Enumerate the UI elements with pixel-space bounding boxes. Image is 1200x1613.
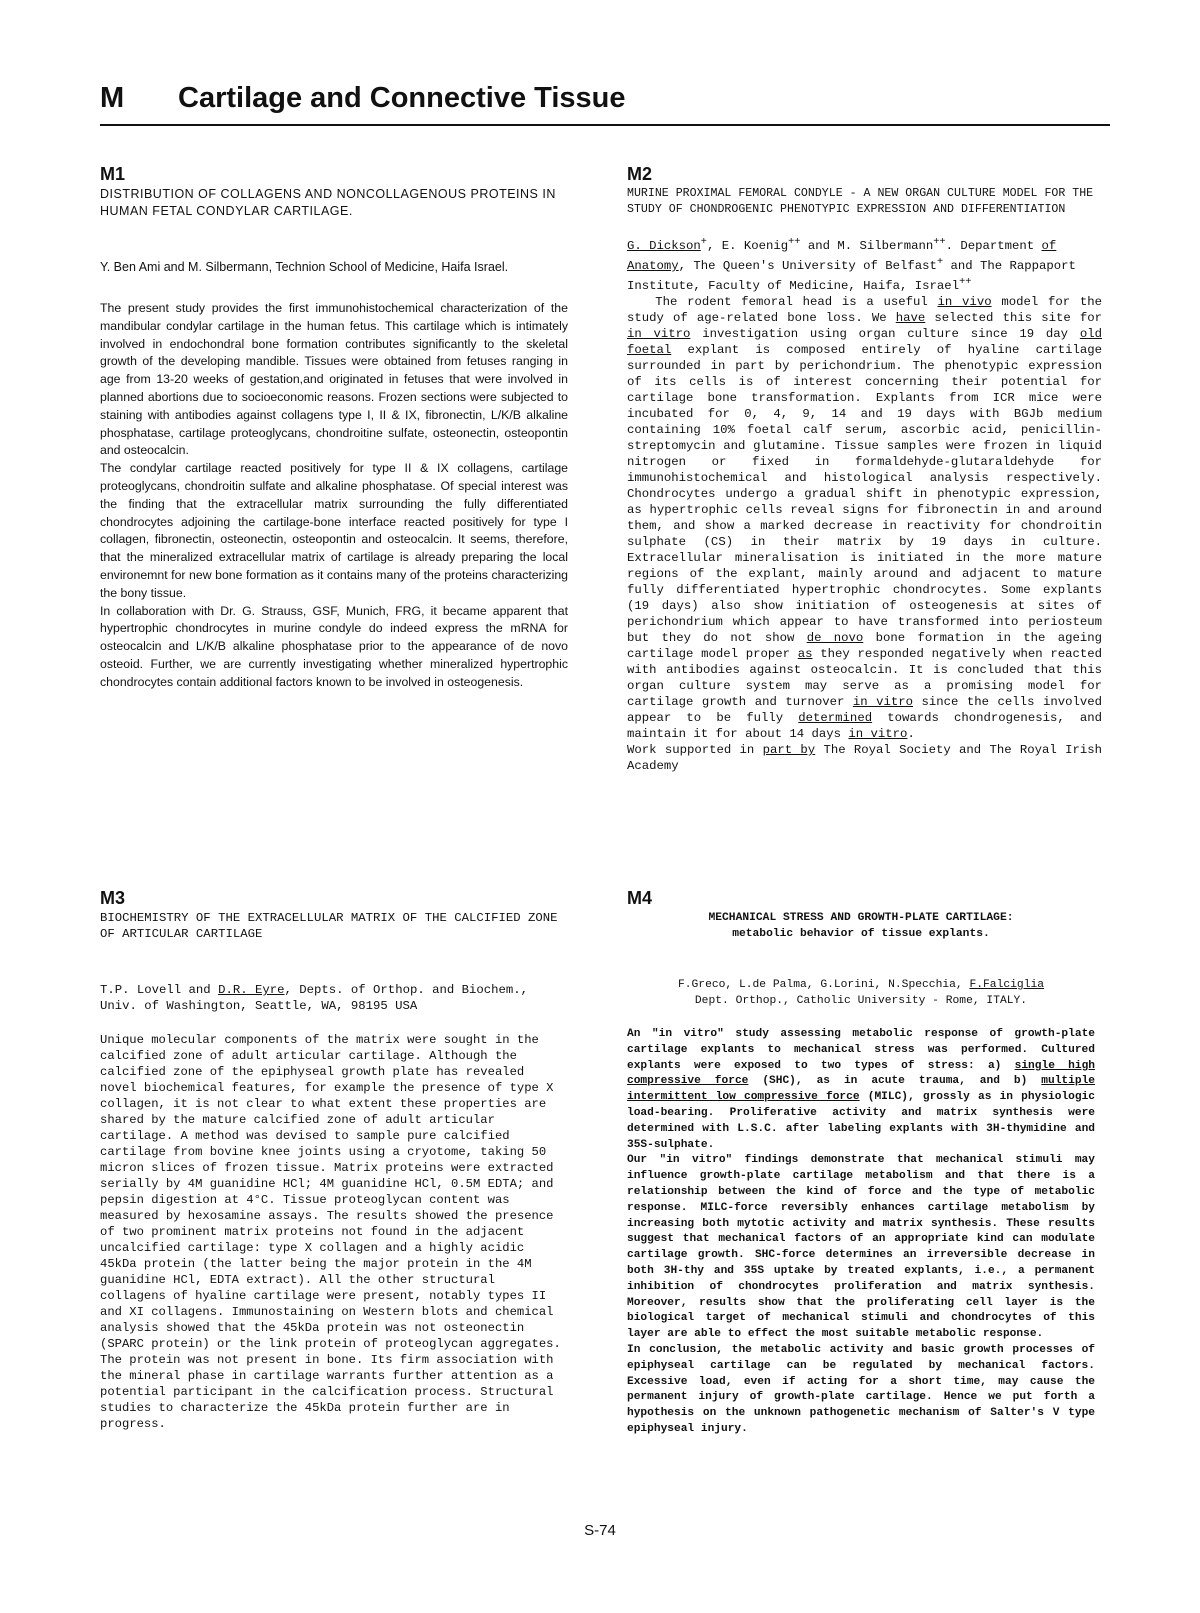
underlined-text: in vitro	[848, 727, 908, 742]
author-name: D.R. Eyre	[218, 983, 285, 997]
abstract-number: M2	[627, 164, 653, 184]
affiliation-mark: +	[936, 256, 944, 269]
affiliation-text: and The Rappaport Institute, Faculty of Medicine, Haifa, Israel	[627, 259, 1076, 294]
section-header	[100, 78, 1110, 126]
affiliation-mark: ++	[933, 236, 946, 248]
underlined-text: old foetal	[627, 327, 1102, 358]
underlined-text: in vitro	[852, 695, 914, 710]
author-name: F.Falciglia	[969, 979, 1045, 991]
abstract-m4	[627, 888, 1095, 1438]
abstract-body	[100, 300, 568, 692]
underlined-text: in vitro	[627, 327, 691, 342]
authors-text: and M. Silbermann	[800, 239, 934, 254]
authors-text: , E. Koenig	[706, 239, 789, 254]
abstract-m3	[100, 888, 568, 1432]
authors-text: F.Greco, L.de Palma, G.Lorini, N.Specchia,	[677, 979, 970, 991]
authors-text: , Depts. of Orthop. and Biochem., Univ. of Washington, Seattle, WA, 98195 USA	[100, 983, 529, 1013]
abstract-number: M3	[100, 888, 126, 908]
author-name: G. Dickson	[627, 239, 701, 254]
body-text: towards chondrogenesis, and maintain it for about 14 days	[627, 711, 1102, 742]
abstract-number: M4	[627, 888, 653, 908]
abstract-paragraph: Unique molecular components of the matrix were sought in the calcified zone of adult articular cartilage. Although the calcified zone of the epiphyseal growth plate has revealed novel biochemical features, for example the presence of type X collagen, it is not clear to what extent these properties are shared by the mature calcified zone of adult articular cartilage. A method was devised to sample pure calcified cartilage from bovine knee joints using a cryotome, taking 50 micron slices of frozen tissue. Matrix proteins were extracted serially by 4M guanidine HCl; 4M guanidine HCl, 0.5M EDTA; and pepsin digestion at 4°C. Tissue proteoglycan content was measured by hexosamine assays. The results showed the presence of two prominent matrix proteins not found in the adjacent uncalcified cartilage: type X collagen and a highly acidic 45kDa protein (the latter being the major protein in the 4M guanidine HCl, EDTA extract). All the other structural collagens of hyaline cartilage were present, notably types II and XI collagens. Immunostaining on Western blots and chemical analysis showed that the 45kDa protein was not osteonectin (SPARC protein) or the link protein of proteoglycan aggregates. The protein was not present in bone. Its firm association with the mineral phase in cartilage warrants further attention as a potential participant in the calcification process. Structural studies to characterize the 45kDa protein further are in progress.	[100, 1033, 561, 1431]
abstract-title: MURINE PROXIMAL FEMORAL CONDYLE - A NEW ORGAN CULTURE MODEL FOR THE STUDY OF CHONDROGENIC PHENOTYPIC EXPRESSION AND DIFFERENTIATION	[627, 187, 1094, 216]
body-text: (MILC), grossly as in physiologic load-bearing. Proliferative activity and matrix synthesis were determined with L.S.C. after labeling explants with 3H-thymidine and 35S-sulphate.	[627, 1091, 1096, 1151]
body-text: they responded negatively when reacted with antibodies against osteocalcin. It is concluded that this organ culture system may serve as a promising model for cartilage growth and turnover	[627, 647, 1102, 710]
body-text: .	[907, 727, 915, 742]
body-text: The Royal Society and The Royal Irish Academy	[627, 743, 1103, 774]
title-line: MECHANICAL STRESS AND GROWTH-PLATE CARTILAGE:	[708, 912, 1014, 924]
abstract-body	[100, 1032, 568, 1432]
authors-text: . Department	[945, 239, 1035, 254]
affiliation-mark: ++	[788, 236, 801, 248]
abstract-authors: Y. Ben Ami and M. Silbermann, Technion School of Medicine, Haifa Israel.	[100, 260, 509, 274]
affiliation-mark: ++	[959, 276, 972, 289]
body-text: model for the study of age-related bone loss. We	[627, 295, 1103, 326]
abstract-paragraph: The condylar cartilage reacted positively for type II & IX collagens, cartilage proteoglycans, chondroitin sulfate and alkaline phosphatase. Of special interest was the finding that the extracellular matrix surrounding the fully differentiated chondrocytes adjoining the cartilage-bone interface reacted positively for type I collagen, fibronectin, osteonectin, osteopontin and osteocalcin. It seems, therefore, that the mineralized extracellular matrix of cartilage is already preparing the local environemnt for new bone formation as it contains many of the proteins characterizing the bony tissue.	[100, 461, 568, 600]
body-text: since the cells involved appear to be fully	[627, 695, 1102, 726]
underlined-text: part by	[762, 743, 816, 758]
abstract-body	[627, 1027, 1095, 1438]
abstract-authors	[100, 982, 568, 1014]
abstract-authors	[627, 978, 1095, 1009]
author-list	[627, 978, 1095, 994]
affiliation-mark: +	[700, 236, 707, 248]
underlined-text: de novo	[806, 631, 864, 646]
body-text: bone formation in the ageing cartilage model proper	[627, 631, 1103, 662]
affiliation-text: , The Queen's University of Belfast	[678, 259, 937, 274]
abstract-m2	[627, 164, 1102, 774]
abstract-paragraph: In collaboration with Dr. G. Strauss, GSF, Munich, FRG, it became apparent that hypertrophic chondrocytes in murine condyle do indeed express the mRNA for osteocalcin and L/K/B alkaline phosphatase prior to the appearance of de novo osteoid. Further, we are currently investigating whether mineralized hypertrophic chondrocytes contain additional factors known to be involved in osteogenesis.	[100, 603, 568, 689]
underlined-text: single high compressive force	[627, 1059, 1095, 1088]
section-title: Cartilage and Connective Tissue	[178, 82, 626, 114]
abstract-paragraph	[627, 1027, 1095, 1153]
abstract-title: BIOCHEMISTRY OF THE EXTRACELLULAR MATRIX OF THE CALCIFIED ZONE OF ARTICULAR CARTILAGE	[100, 911, 558, 941]
abstract-body	[627, 294, 1102, 774]
abstract-paragraph: In conclusion, the metabolic activity and basic growth processes of epiphyseal cartilage can be regulated by mechanical factors. Excessive load, even if acting for a short time, may cause the permanent injury of growth-plate cartilage. Hence we put forth a hypothesis on the unknown pathogenetic mechanism of Salter's V type epiphyseal injury.	[627, 1343, 1095, 1435]
body-text: An "in vitro" study assessing metabolic response of growth-plate cartilage explants to mechanical stress was performed. Cultured explants were exposed to two types of stress: a)	[627, 1028, 1095, 1072]
body-text: selected this site for	[925, 311, 1102, 326]
body-text: (SHC), as in acute trauma, and b)	[748, 1075, 1042, 1088]
body-text: Work supported in	[627, 743, 763, 758]
abstract-m1	[100, 164, 568, 692]
page-number: S-74	[584, 1522, 616, 1539]
authors-text: T.P. Lovell and	[100, 983, 219, 997]
affiliation-text: of Anatomy	[627, 239, 1057, 274]
abstract-authors	[627, 234, 1102, 294]
body-text: The rodent femoral head is a useful	[655, 295, 938, 310]
title-line: metabolic behavior of tissue explants.	[732, 928, 990, 940]
underlined-text: multiple intermittent low compressive force	[627, 1075, 1095, 1104]
section-letter: M	[100, 82, 125, 114]
abstract-title: DISTRIBUTION OF COLLAGENS AND NONCOLLAGENOUS PROTEINS IN HUMAN FETAL CONDYLAR CARTILAGE.	[100, 187, 556, 218]
abstract-paragraph	[627, 294, 1102, 742]
abstract-title	[627, 910, 1095, 942]
body-text: investigation using organ culture since 19 day	[690, 327, 1080, 342]
underlined-text: determined	[798, 711, 873, 726]
underlined-text: in vivo	[937, 295, 992, 310]
support-note	[627, 742, 1102, 774]
underlined-text: have	[895, 311, 926, 326]
underlined-text: as	[797, 647, 813, 662]
abstract-number: M1	[100, 164, 126, 184]
abstract-paragraph: Our "in vitro" findings demonstrate that mechanical stimuli may influence growth-plate cartilage metabolism and that there is a relationship between the kind of force and the type of metabolic response. MILC-force reversibly enhances cartilage metabolism by increasing both mytotic activity and matrix synthesis. These results suggest that mechanical factors of an appropriate kind can modulate cartilage growth. SHC-force determines an irreversible decrease in both 3H-thy and 35S uptake by treated explants, i.e., a permanent inhibition of chondrocytes proliferation and matrix synthesis. Moreover, results show that the proliferating cell layer is the biological target of mechanical stimuli and chondrocytes of this layer are able to effect the most suitable metabolic response.	[627, 1154, 1095, 1341]
abstract-paragraph: The present study provides the first immunohistochemical characterization of the mandibular condylar cartilage in the human fetus. This cartilage which is intimately involved in endochondral bone formation contributes significantly to the skeletal growth of the developing mandible. Tissues were obtained from fetuses ranging in age from 13-20 weeks of gestation,and originated in fetuses that were involved in planned abortions due to socioeconomic reasons. Frozen sections were subjected to staining with antibodies against collagens type I, II & IX, fibronectin, L/K/B alkaline phosphatase, cartilage proteoglycans, chondroitine sulfate, osteonectin, osteopontin and osteocalcin.	[100, 301, 568, 458]
body-text: explant is composed entirely of hyaline cartilage surrounded in part by perichondrium. The phenotypic expression of its cells is of interest concerning their potential for cartilage bone transformation. Explants from ICR mice were incubated for 0, 4, 9, 14 and 19 days with BGJb medium containing 10% foetal calf serum, ascorbic acid, penicillin-streptomycin and glutamine. Tissue samples were frozen in liquid nitrogen or fixed in formaldehyde-glutaraldehyde for immunohistochemical and histological analysis respectively. Chondrocytes undergo a gradual shift in phenotypic expression, as hypertrophic cells reveal signs for fibronectin in and around them, and show a marked decrease in reactivity for chondroitin sulphate (CS) in their matrix by 19 days in culture. Extracellular mineralisation is initiated in the more mature regions of the explant, mainly around and adjacent to mature fully differentiated hypertrophic chondrocytes. Some explants (19 days) also show initiation of osteogenesis at sites of perichondrium which appear to have transformed into periosteum but they do not show	[627, 343, 1102, 646]
author-affiliation: Dept. Orthop., Catholic University - Rome, ITALY.	[694, 994, 1028, 1007]
